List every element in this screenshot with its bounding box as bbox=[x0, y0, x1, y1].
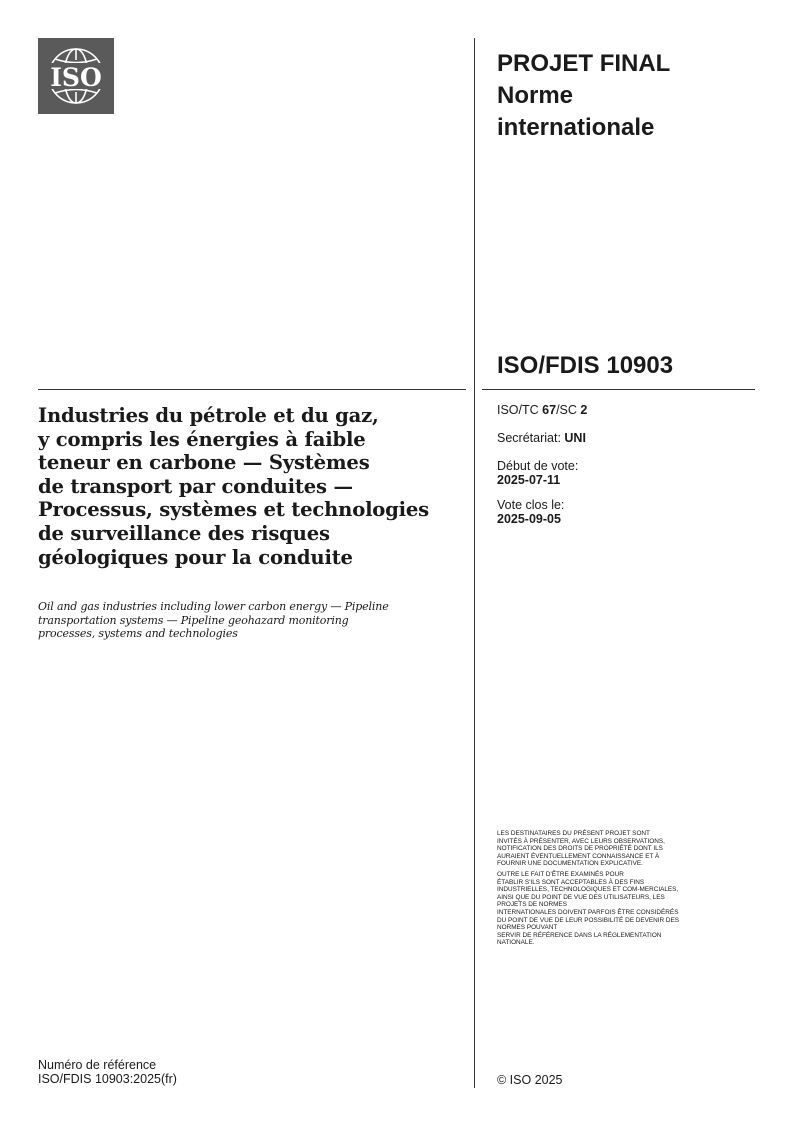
french-title bbox=[38, 404, 463, 569]
document-status-heading bbox=[497, 48, 757, 144]
left-rule bbox=[38, 389, 466, 390]
sc-prefix: /SC bbox=[556, 403, 581, 417]
french-title-line: Processus, systèmes et technologies bbox=[38, 498, 430, 522]
tc-number: 67 bbox=[542, 403, 557, 417]
secretariat-value: UNI bbox=[564, 431, 586, 445]
document-metadata bbox=[497, 403, 747, 526]
logo-text: ISO bbox=[50, 63, 102, 92]
reference-value: ISO/FDIS 10903:2025(fr) bbox=[38, 1071, 177, 1086]
french-title-line: teneur en carbone — Systèmes bbox=[38, 451, 370, 475]
secretariat-line bbox=[497, 431, 747, 445]
sc-number: 2 bbox=[580, 403, 588, 417]
notice-line: AURAIENT ÉVENTUELLEMENT CONNAISSANCE ET À bbox=[497, 852, 660, 860]
french-title-line: y compris les énergies à faible bbox=[38, 427, 366, 451]
notice-line: OUTRE LE FAIT D'ÊTRE EXAMINÉS POUR bbox=[497, 870, 624, 878]
french-title-line: de transport par conduites — bbox=[38, 474, 353, 498]
french-title-line: géologiques pour la conduite bbox=[38, 545, 353, 569]
english-title-line: Oil and gas industries including lower carbon energy — Pipeline bbox=[38, 600, 389, 613]
vote-end-label: Vote clos le: bbox=[497, 498, 565, 512]
notice-line: INDUSTRIELLES, TECHNOLOGIQUES ET COM-MERCIALES, bbox=[497, 886, 679, 894]
secretariat-label: Secrétariat: bbox=[497, 431, 565, 445]
notice-line: AINSI QUE DU POINT DE VUE DES UTILISATEURS, LES bbox=[497, 893, 665, 901]
notice-line: NOTIFICATION DES DROITS DE PROPRIÉTÉ DONT ILS bbox=[497, 845, 663, 853]
document-kind-line1: Norme bbox=[497, 82, 574, 109]
english-title-line: transportation systems — Pipeline geohazard monitoring bbox=[38, 613, 349, 627]
notice-paragraph-2 bbox=[497, 871, 757, 947]
english-title-line: processes, systems and technologies bbox=[38, 627, 238, 641]
vote-start-date: 2025-07-11 bbox=[497, 473, 561, 487]
notice-paragraph-1 bbox=[497, 830, 757, 868]
notice-line: PROJETS DE NORMES bbox=[497, 901, 567, 909]
vote-start-label: Début de vote: bbox=[497, 459, 579, 473]
iso-logo bbox=[38, 38, 114, 114]
copyright-notice: © ISO 2025 bbox=[497, 1073, 563, 1087]
french-title-line: de surveillance des risques bbox=[38, 521, 330, 545]
reference-number bbox=[38, 1059, 177, 1086]
globe-icon bbox=[38, 38, 114, 114]
status-label: PROJET FINAL bbox=[497, 50, 671, 77]
notice-line: ÉTABLIR S'ILS SONT ACCEPTABLES À DES FINS bbox=[497, 878, 645, 886]
document-number: ISO/FDIS 10903 bbox=[497, 352, 674, 379]
french-title-line: Industries du pétrole et du gaz, bbox=[38, 404, 379, 427]
committee-line bbox=[497, 403, 747, 417]
tc-prefix: ISO/TC bbox=[497, 403, 543, 417]
vertical-divider bbox=[474, 38, 475, 1088]
notice-line: NATIONALE. bbox=[497, 939, 535, 947]
vote-end-date: 2025-09-05 bbox=[497, 512, 561, 526]
english-title bbox=[38, 600, 463, 641]
notice-line: DU POINT DE VUE DE LEUR POSSIBILITÉ DE DEVENIR DES bbox=[497, 916, 680, 924]
notice-line: NORMES POUVANT bbox=[497, 924, 558, 932]
recipients-notice bbox=[497, 830, 757, 947]
right-rule bbox=[482, 389, 755, 390]
document-kind-line2: internationale bbox=[497, 114, 655, 141]
notice-line: SERVIR DE RÉFÉRENCE DANS LA RÉGLEMENTATION bbox=[497, 931, 662, 939]
reference-label: Numéro de référence bbox=[38, 1058, 157, 1072]
notice-line: LES DESTINATAIRES DU PRÉSENT PROJET SONT bbox=[497, 830, 650, 837]
notice-line: INTERNATIONALES DOIVENT PARFOIS ÊTRE CONSIDÉRÉS bbox=[497, 908, 679, 916]
notice-line: INVITÉS À PRÉSENTER, AVEC LEURS OBSERVATIONS, bbox=[497, 837, 665, 845]
notice-line: FOURNIR UNE DOCUMENTATION EXPLICATIVE. bbox=[497, 860, 643, 868]
